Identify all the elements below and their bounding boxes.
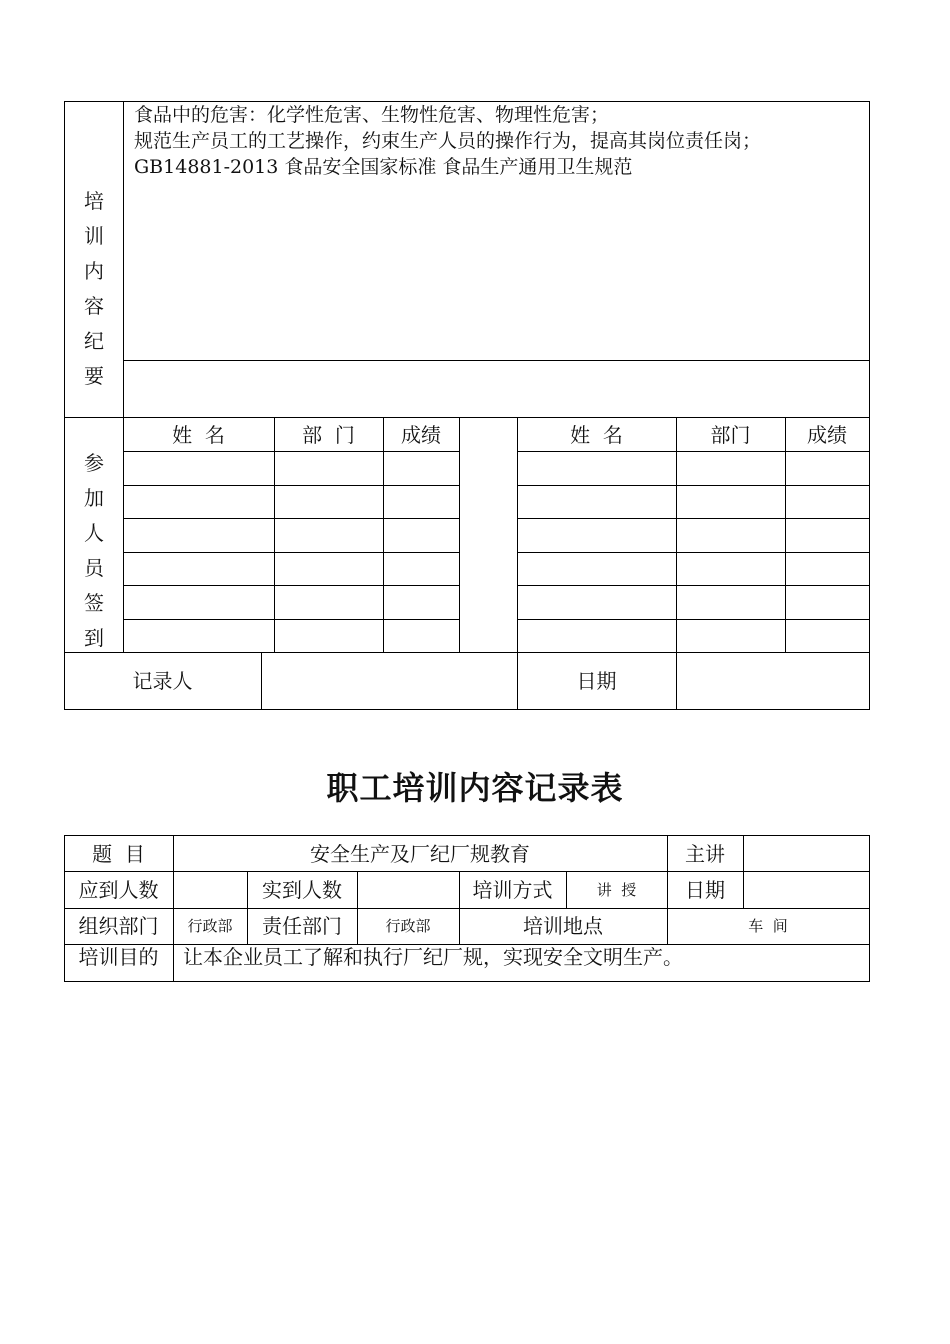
training-method-value: 讲 授 <box>596 881 637 899</box>
label-char: 人 <box>84 521 104 545</box>
training-location-label: 培训地点 <box>523 914 603 938</box>
date-label-top: 日期 <box>576 669 617 693</box>
label-char: 容 <box>84 294 104 318</box>
label-char: 训 <box>84 224 104 248</box>
training-method-label: 培训方式 <box>472 878 553 902</box>
training-location-value: 车 间 <box>748 917 788 935</box>
header-name-right: 姓 名 <box>570 423 623 447</box>
training-purpose-label: 培训目的 <box>78 945 159 969</box>
label-char: 员 <box>84 556 104 580</box>
header-name-left: 姓 名 <box>172 423 225 447</box>
attendee-signin-label <box>79 446 109 656</box>
lecturer-label: 主讲 <box>685 842 725 866</box>
date-label-bottom: 日期 <box>685 878 725 902</box>
label-char: 培 <box>84 189 104 213</box>
label-char: 参 <box>84 451 104 475</box>
training-purpose-value: 让本企业员工了解和执行厂纪厂规，实现安全文明生产。 <box>183 945 683 969</box>
content-line-1: 食品中的危害：化学性危害、生物性危害、物理性危害； <box>134 104 610 126</box>
header-score-left: 成绩 <box>401 423 441 447</box>
topic-value: 安全生产及厂纪厂规教育 <box>310 842 530 866</box>
content-line-2: 规范生产员工的工艺操作，约束生产人员的操作行为，提高其岗位责任岗； <box>134 130 762 152</box>
org-dept-value: 行政部 <box>187 917 233 935</box>
label-char: 签 <box>84 591 104 615</box>
resp-dept-label: 责任部门 <box>262 914 342 938</box>
header-dept-left: 部 门 <box>302 423 355 447</box>
label-char: 到 <box>84 626 104 650</box>
expected-count-label: 应到人数 <box>78 878 159 902</box>
actual-count-label: 实到人数 <box>262 878 342 902</box>
org-dept-label: 组织部门 <box>78 914 159 938</box>
label-char: 加 <box>84 486 104 510</box>
topic-label: 题 目 <box>92 842 145 866</box>
resp-dept-value: 行政部 <box>385 917 431 935</box>
training-content-label <box>79 184 109 394</box>
label-char: 要 <box>84 364 104 388</box>
header-score-right: 成绩 <box>807 423 847 447</box>
header-dept-right: 部门 <box>710 423 751 447</box>
label-char: 纪 <box>84 329 104 353</box>
label-char: 内 <box>84 259 104 283</box>
recorder-label: 记录人 <box>132 669 193 693</box>
content-line-3: GB14881-2013 食品安全国家标准 食品生产通用卫生规范 <box>134 156 633 178</box>
page-title: 职工培训内容记录表 <box>326 769 624 807</box>
